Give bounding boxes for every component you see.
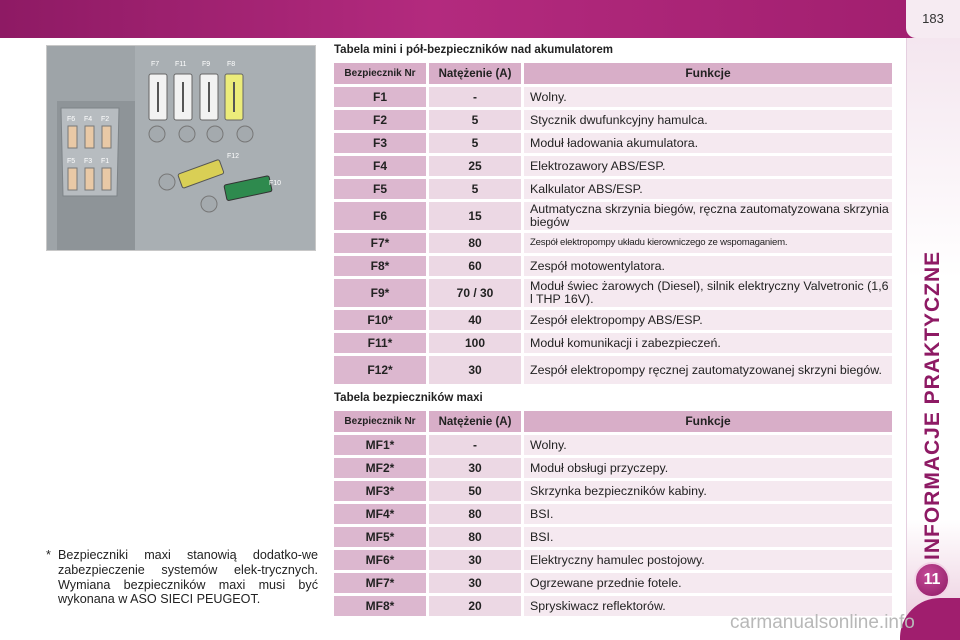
fuse-function: Zespół elektropompy ABS/ESP. (524, 310, 892, 330)
fuse-nr: MF5* (334, 527, 426, 547)
fuse-label-f6: F6 (67, 116, 76, 123)
fuse-nr: MF1* (334, 435, 426, 455)
fuse-box-photo (46, 45, 316, 251)
fuse-function: Elektryczny hamulec postojowy. (524, 550, 892, 570)
fuse-box-illustration (47, 46, 316, 251)
fuse-nr: MF7* (334, 573, 426, 593)
fuse-nr: F3 (334, 133, 426, 153)
fuse-function: Spryskiwacz reflektorów. (524, 596, 892, 616)
fuse-function: Moduł świec żarowych (Diesel), silnik elektryczny Valvetronic (1,6 l THP 16V). (524, 279, 892, 307)
fuse-label-f2: F2 (101, 116, 110, 123)
fuse-nr: MF6* (334, 550, 426, 570)
fuse-function: Moduł komunikacji i zabezpieczeń. (524, 333, 892, 353)
table-row (334, 179, 892, 199)
table-row (334, 573, 892, 593)
fuse-nr: F10* (334, 310, 426, 330)
header-functions: Funkcje (524, 411, 892, 432)
fuse-nr: F12* (334, 356, 426, 384)
fuse-amperage: 30 (429, 573, 521, 593)
fuse-function: Autmatyczna skrzynia biegów, ręczna zautomatyzowana skrzynia biegów (524, 202, 892, 230)
fuse-amperage: 80 (429, 527, 521, 547)
fuse-nr: F5 (334, 179, 426, 199)
fuse-amperage: 15 (429, 202, 521, 230)
fuse-amperage: - (429, 87, 521, 107)
fuse-amperage: 40 (429, 310, 521, 330)
table-row (334, 435, 892, 455)
table-row (334, 333, 892, 353)
header-band (0, 0, 960, 38)
footnote-asterisk: * (46, 548, 51, 562)
table1-title: Tabela mini i pół-bezpieczników nad akumulatorem (334, 44, 614, 56)
fuse-amperage: 25 (429, 156, 521, 176)
fuse-amperage: 30 (429, 458, 521, 478)
table-row (334, 156, 892, 176)
fuse-label-f1: F1 (101, 158, 110, 165)
header-fuse-nr: Bezpiecznik Nr (334, 63, 426, 84)
fuse-nr: F4 (334, 156, 426, 176)
table-row (334, 527, 892, 547)
fuse-nr: F6 (334, 202, 426, 230)
header-fuse-nr: Bezpiecznik Nr (334, 411, 426, 432)
fuse-nr: F9* (334, 279, 426, 307)
fuse-amperage: 5 (429, 110, 521, 130)
table-row (334, 356, 892, 384)
chapter-badge: 11 (914, 562, 950, 598)
header-amperage: Natężenie (A) (429, 63, 521, 84)
table-row (334, 133, 892, 153)
table-row (334, 233, 892, 253)
fuse-function: Kalkulator ABS/ESP. (524, 179, 892, 199)
fuse-label-f11: F11 (175, 61, 187, 68)
fuse-function: Zespół motowentylatora. (524, 256, 892, 276)
fuse-amperage: 30 (429, 356, 521, 384)
fuse-function: Moduł ładowania akumulatora. (524, 133, 892, 153)
table-row (334, 550, 892, 570)
fuse-label-f3: F3 (84, 158, 93, 165)
fuse-amperage: - (429, 435, 521, 455)
fuse-nr: F7* (334, 233, 426, 253)
table-row (334, 256, 892, 276)
fuse-nr: MF4* (334, 504, 426, 524)
watermark-text: carmanualsonline.info (730, 612, 915, 633)
fuse-amperage: 5 (429, 133, 521, 153)
fuse-function: BSI. (524, 504, 892, 524)
fuse-nr: MF8* (334, 596, 426, 616)
table-row (334, 504, 892, 524)
fuse-amperage: 60 (429, 256, 521, 276)
fuse-label-f8: F8 (227, 61, 236, 68)
fuse-nr: F11* (334, 333, 426, 353)
fuse-function: Wolny. (524, 435, 892, 455)
table-row (334, 458, 892, 478)
fuse-amperage: 50 (429, 481, 521, 501)
table-row (334, 279, 892, 307)
table-row (334, 481, 892, 501)
table-row (334, 310, 892, 330)
fuse-function: Zespół elektropompy układu kierowniczego ze wspomaganiem. (524, 233, 892, 253)
fuse-label-f7: F7 (151, 61, 160, 68)
fuse-function: Skrzynka bezpieczników kabiny. (524, 481, 892, 501)
fuse-amperage: 30 (429, 550, 521, 570)
fuse-amperage: 80 (429, 233, 521, 253)
fuse-function: BSI. (524, 527, 892, 547)
page-number: 183 (922, 11, 944, 26)
fuse-label-f9: F9 (202, 61, 211, 68)
fuse-nr: MF2* (334, 458, 426, 478)
table2-title: Tabela bezpieczników maxi (334, 392, 483, 404)
fuse-nr: F1 (334, 87, 426, 107)
fuse-label-f5: F5 (67, 158, 76, 165)
fuse-label-f4: F4 (84, 116, 93, 123)
fuse-amperage: 100 (429, 333, 521, 353)
fuse-nr: F2 (334, 110, 426, 130)
table-row (334, 87, 892, 107)
fuse-function: Zespół elektropompy ręcznej zautomatyzowanej skrzyni biegów. (524, 356, 892, 384)
footnote (46, 548, 318, 607)
fuse-amperage: 80 (429, 504, 521, 524)
fuse-nr: MF3* (334, 481, 426, 501)
maxi-fuse-table (334, 411, 892, 619)
fuse-label-f10: F10 (269, 180, 282, 187)
fuse-function: Moduł obsługi przyczepy. (524, 458, 892, 478)
fuse-amperage: 20 (429, 596, 521, 616)
mini-fuse-table (334, 63, 892, 387)
table-header-row (334, 63, 892, 84)
footnote-text: Bezpieczniki maxi stanowią dodatko-we zabezpieczenie systemów elek-trycznych. Wymiana bezpieczników maxi musi być wykonana w ASO SIECI PEUGEOT. (58, 548, 318, 607)
fuse-function: Ogrzewane przednie fotele. (524, 573, 892, 593)
header-amperage: Natężenie (A) (429, 411, 521, 432)
header-functions: Funkcje (524, 63, 892, 84)
fuse-function: Wolny. (524, 87, 892, 107)
fuse-amperage: 5 (429, 179, 521, 199)
fuse-label-f12: F12 (227, 153, 240, 160)
table-row (334, 110, 892, 130)
fuse-function: Stycznik dwufunkcyjny hamulca. (524, 110, 892, 130)
fuse-nr: F8* (334, 256, 426, 276)
fuse-function: Elektrozawory ABS/ESP. (524, 156, 892, 176)
table-row (334, 202, 892, 230)
table-header-row (334, 411, 892, 432)
fuse-amperage: 70 / 30 (429, 279, 521, 307)
